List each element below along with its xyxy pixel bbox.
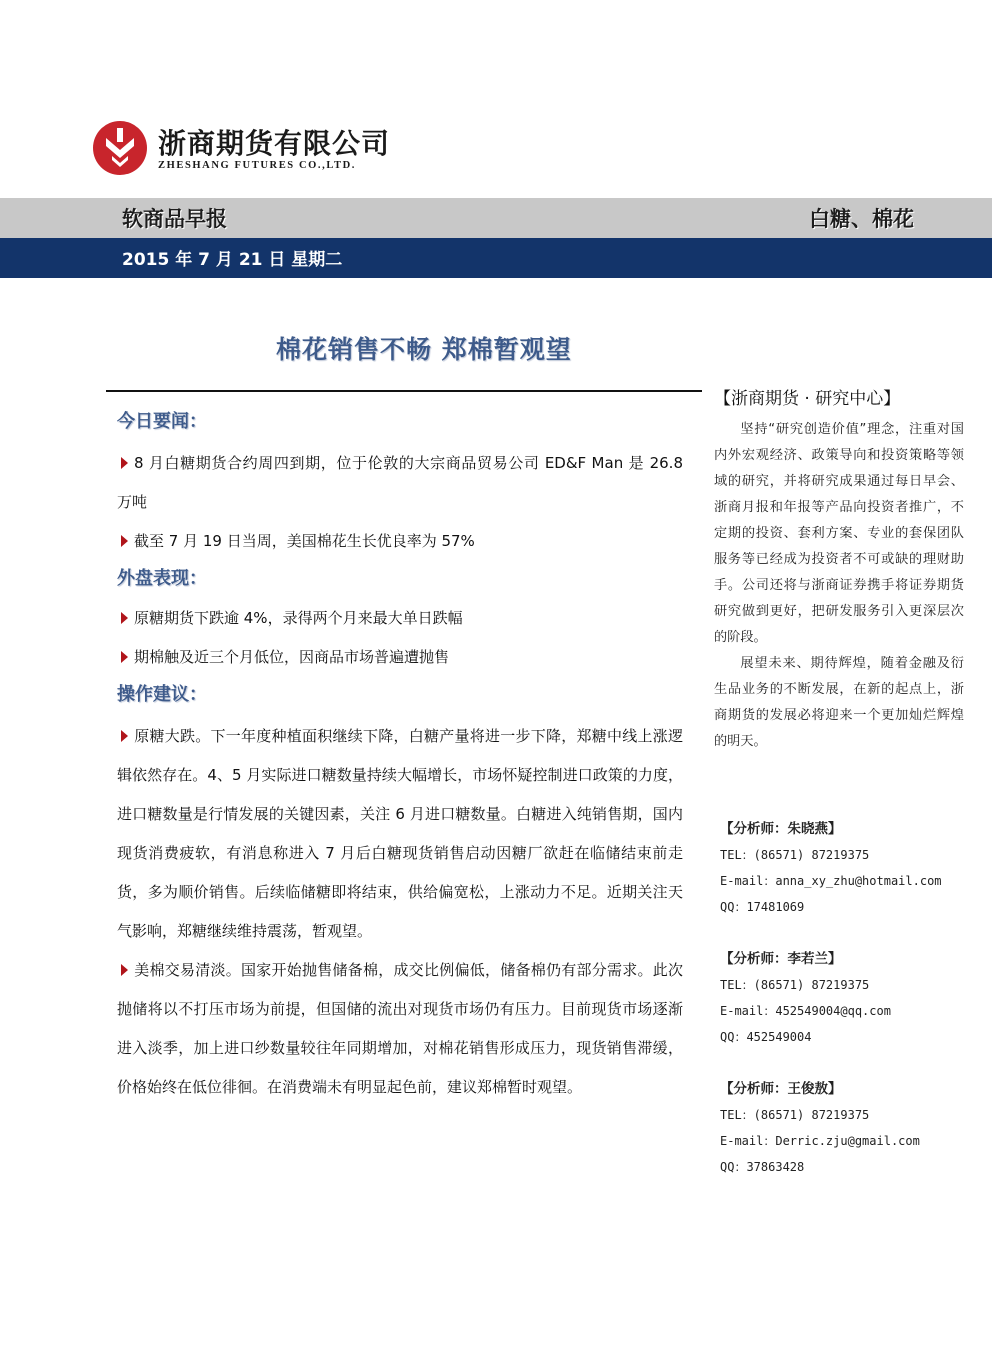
analyst-tel: TEL：(86571) 87219375 [720,848,870,862]
research-center-panel [714,384,964,755]
bullet-arrow-icon [121,457,128,469]
company-logo-icon [92,120,148,176]
news-item: 截至 7 月 19 日当周，美国棉花生长优良率为 57% [117,522,683,561]
analyst-tel: TEL：(86571) 87219375 [720,1108,870,1122]
analyst-name: 【分析师：王俊敖】 [720,1081,842,1097]
analyst-email: E-mail：Derric.zju@gmail.com [720,1134,920,1148]
research-center-title: 【浙商期货 · 研究中心】 [714,389,901,409]
advice-sugar: 原糖大跌。下一年度种植面积继续下降，白糖产量将进一步下降，郑糖中线上涨逻辑依然存在。4、5 月实际进口糖数量持续大幅增长，市场怀疑控制进口政策的力度，进口糖数量是行情发展的关键因素，关注 6 月进口糖数量。白糖进入纯销售期，国内现货消费疲软，有消息称进入 7 月后白糖现货销售启动因糖厂欲赶在临储结束前走货，多为顺价销售。后续临储糖即将结束，供给偏宽松，上涨动力不足。近期关注天气影响，郑糖继续维持震荡，暂观望。 [117,727,683,940]
analyst-qq: QQ：452549004 [720,1030,812,1044]
report-date: 2015 年 7 月 21 日 星期二 [122,250,343,270]
research-center-intro: 坚持“研究创造价值”理念，注重对国内外宏观经济、政策导向和投资策略等领域的研究，并将研究成果通过每日早会、浙商月报和年报等产品向投资者推广，不定期的投资、套利方案、专业的套保团队服务等已经成为投资者不可或缺的理财助手。公司还将与浙商证券携手将证券期货研究做到更好，把研发服务引入更深层次的阶段。 [714,422,964,645]
section-heading-news: 今日要闻： [117,411,207,432]
bullet-arrow-icon [121,730,128,742]
analyst-name: 【分析师：朱晓燕】 [720,821,842,837]
analyst-qq: QQ：17481069 [720,900,805,914]
bullet-arrow-icon [121,964,128,976]
section-heading-overseas: 外盘表现： [117,568,207,589]
analyst-email: E-mail：452549004@qq.com [720,1004,891,1018]
analyst-card [720,816,970,920]
analyst-email: E-mail：anna_xy_zhu@hotmail.com [720,874,942,888]
section-heading-advice: 操作建议： [117,684,207,705]
analyst-tel: TEL：(86571) 87219375 [720,978,870,992]
company-name-cn: 浙商期货有限公司 [158,127,391,160]
main-content [117,404,683,1107]
bullet-arrow-icon [121,535,128,547]
analyst-qq: QQ：37863428 [720,1160,805,1174]
research-center-outlook: 展望未来、期待辉煌，随着金融及衍生品业务的不断发展，在新的起点上，浙商期货的发展必将迎来一个更加灿烂辉煌的明天。 [714,656,964,749]
bullet-arrow-icon [121,612,128,624]
overseas-item: 期棉触及近三个月低位，因商品市场普遍遭抛售 [117,638,683,677]
bullet-arrow-icon [121,651,128,663]
headline-divider [106,390,702,392]
analyst-card [720,1076,970,1180]
news-item: 8 月白糖期货合约周四到期，位于伦敦的大宗商品贸易公司 ED&F Man 是 26.8 万吨 [117,454,683,511]
analyst-card [720,946,970,1050]
company-logo [92,116,392,186]
report-headline: 棉花销售不畅 郑棉暂观望 [276,335,572,364]
report-type: 软商品早报 [122,207,227,231]
advice-cotton: 美棉交易清淡。国家开始抛售储备棉，成交比例偏低，储备棉仍有部分需求。此次抛储将以不打压市场为前提，但国储的流出对现货市场仍有压力。目前现货市场逐渐进入淡季，加上进口纱数量较往年同期增加，对棉花销售形成压力，现货销售滞缓，价格始终在低位徘徊。在消费端未有明显起色前，建议郑棉暂时观望。 [117,961,683,1096]
overseas-item: 原糖期货下跌逾 4%，录得两个月来最大单日跌幅 [117,599,683,638]
analyst-name: 【分析师：李若兰】 [720,951,842,967]
commodity-label: 白糖、棉花 [809,207,914,231]
company-name-en: ZHESHANG FUTURES CO.,LTD. [158,160,357,171]
